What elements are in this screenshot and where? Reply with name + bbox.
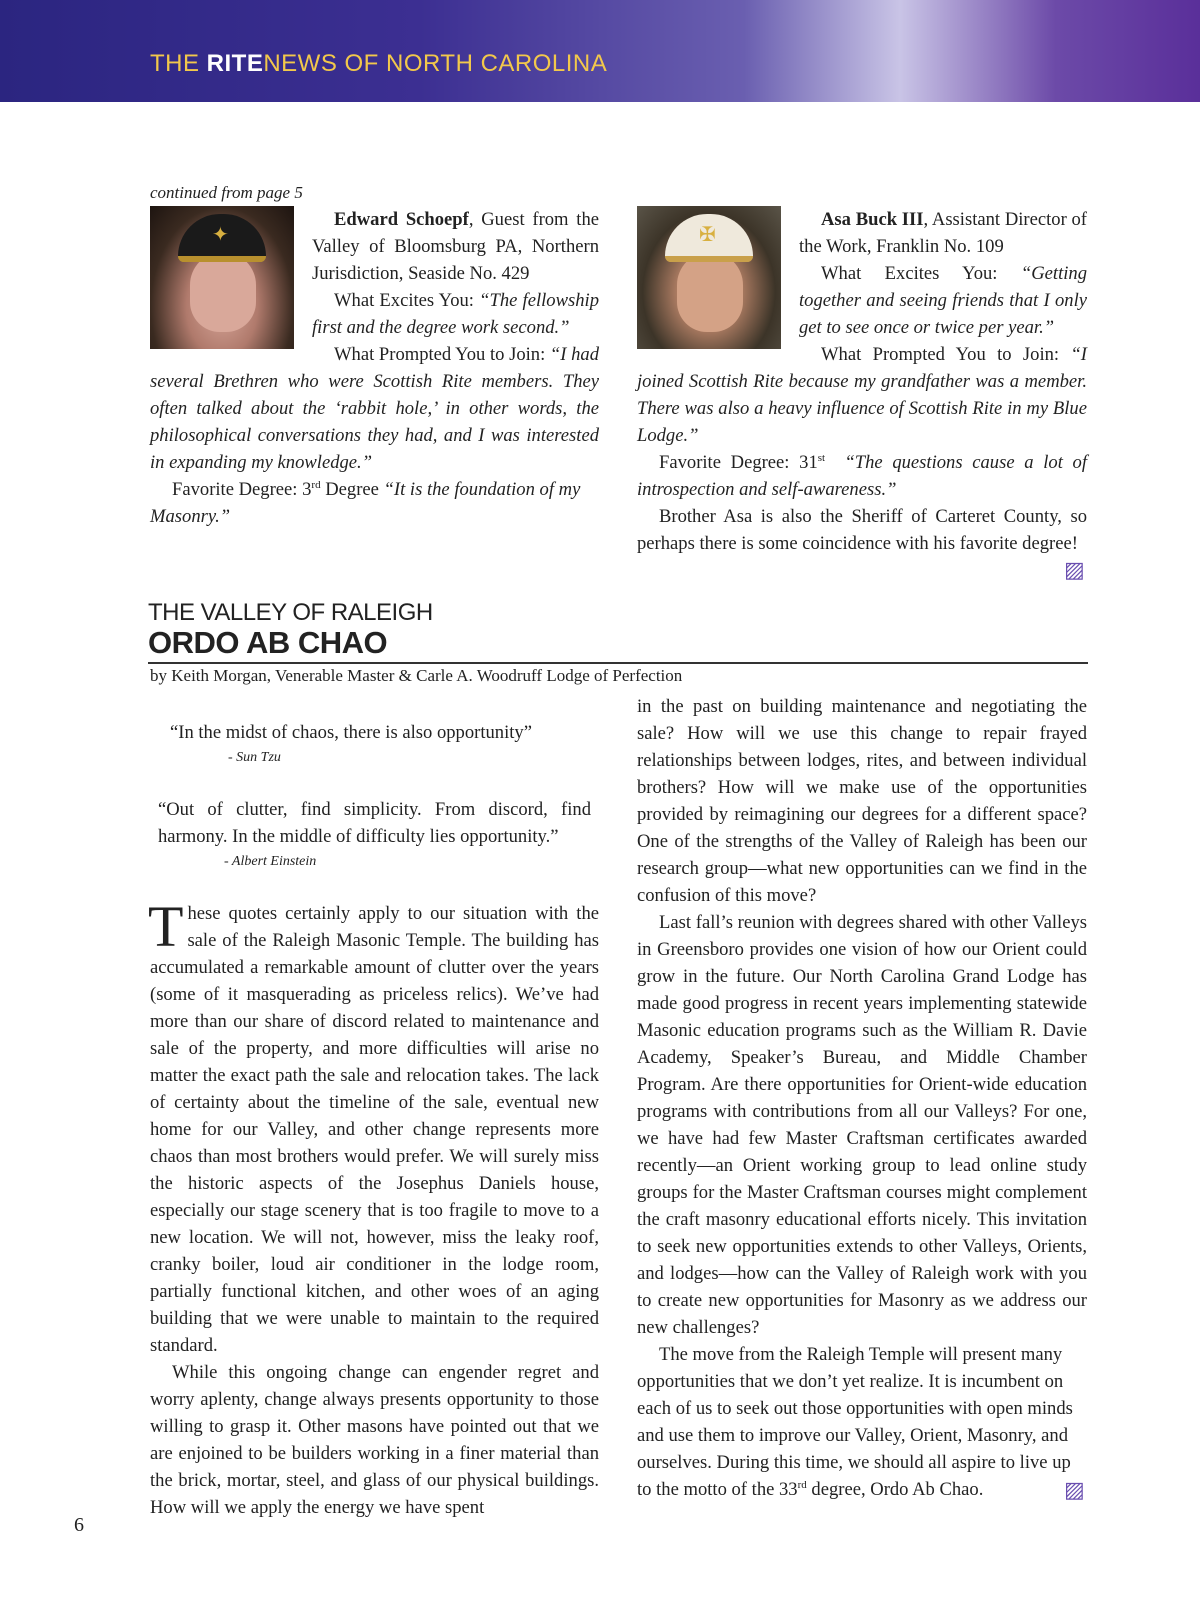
left-profile-name: Edward Schoepf xyxy=(334,209,469,230)
end-mark-icon: ▨ xyxy=(1064,1478,1085,1503)
left-favorite-label: Favorite Degree: 3 xyxy=(172,479,312,500)
masthead-title xyxy=(150,50,607,78)
left-excites-label: What Excites You: xyxy=(334,290,480,311)
right-closing: Brother Asa is also the Sheriff of Carteret County, so perhaps there is some coincidence with his favorite degree! xyxy=(637,506,1087,554)
left-excites: “The fellowship first and the degree work second.” xyxy=(312,290,600,338)
quote-sun-tzu-attrib: - Sun Tzu xyxy=(228,750,281,765)
article-left-column xyxy=(150,719,599,1521)
masthead-post: NEWS OF NORTH CAROLINA xyxy=(263,50,608,77)
spacer xyxy=(150,874,599,900)
right-profile-name: Asa Buck III xyxy=(821,209,924,230)
masthead-pre: THE xyxy=(150,50,207,77)
right-favorite-sup: st xyxy=(817,451,826,464)
article-title: ORDO AB CHAO xyxy=(148,625,388,660)
continued-note: continued from page 5 xyxy=(150,183,303,202)
article-para-5-sup: rd xyxy=(797,1478,807,1491)
right-prompted: “I joined Scottish Rite because my grandfather was a member. There was also a heavy influence of Scottish Rite in my Blue Lodge.” xyxy=(637,344,1087,446)
right-profile-intro: , Assistant Director of the Work, Franklin No. 109 xyxy=(799,209,1088,257)
article-para-5: The move from the Raleigh Temple will present many opportunities that we don’t yet realize. It is incumbent on each of us to seek out those opportunities with open minds and use them to improve our Valley, Orient, Masonry, and ourselves. During this time, we should all aspire to live up to the motto of the 33 xyxy=(637,1344,1073,1500)
right-profile xyxy=(637,206,1087,557)
left-profile xyxy=(150,179,599,530)
right-favorite-label: Favorite Degree: 31 xyxy=(659,452,818,473)
article-para-3: in the past on building maintenance and negotiating the sale? How will we use this change to repair frayed relationships between lodges, rites, and between individual brothers? How will we make use of the opportunities provided by reimagining our degrees for a different space? One of the strengths of the Valley of Raleigh has been our research group—what new opportunities can we find in the confusion of this move? xyxy=(637,696,1087,906)
article-para-4: Last fall’s reunion with degrees shared with other Valleys in Greensboro provides one vision of how our Orient could grow in the future. Our North Carolina Grand Lodge has made good progress in recent years implementing statewide Masonic education programs such as the William R. Davie Academy, Speaker’s Bureau, and Middle Chamber Program. Are there opportunities for Orient-wide education programs with contributions from all our Valleys? For one, we have had few Master Craftsman certificates awarded recently—an Orient working group to lead online study groups for the Master Craftsman courses might complement the craft masonry educational efforts nicely. This invitation to seek new opportunities extends to other Valleys, Orients, and lodges—how can the Valley of Raleigh work with you to create new opportunities for Masonry as we address our new challenges? xyxy=(637,912,1087,1338)
article-para-1: hese quotes certainly apply to our situation with the sale of the Raleigh Masonic Temple. The building has accumulated a remarkable amount of clutter over the years (some of it masquerading as priceless relics). We’ve had more than our share of discord related to maintenance and sale of the property, and more difficulties will arise no matter the exact path the sale and relocation takes. The lack of certainty about the timeline of the sale, eventual new home for our Valley, and other change represents more chaos than most brothers would prefer. We will surely miss the historic aspects of the Josephus Daniels house, especially our stage scenery that is too fragile to move to a new location. We will not, however, miss the leaky roof, cranky boiler, loud air conditioner in the lodge room, partially functional kitchen, and other woes of an aging building that we were unable to maintain to the required standard. xyxy=(150,903,599,1356)
spacer xyxy=(150,770,599,796)
eagle-emblem-icon: ✦ xyxy=(212,224,229,246)
end-mark-icon: ▨ xyxy=(1064,558,1085,583)
drop-cap: T xyxy=(148,894,184,959)
face-shape xyxy=(677,252,743,332)
cross-emblem-icon: ✠ xyxy=(699,224,716,246)
page-number: 6 xyxy=(74,1514,84,1536)
left-favorite-sup: rd xyxy=(311,478,321,491)
masthead-banner xyxy=(0,0,1200,102)
left-favorite-post: Degree xyxy=(320,479,384,500)
right-excites-label: What Excites You: xyxy=(821,263,1021,284)
face-shape xyxy=(190,252,256,332)
article-para-5-end: degree, Ordo Ab Chao. xyxy=(806,1479,984,1500)
left-favorite-quote: “It is the foundation of my Masonry.” xyxy=(150,479,581,527)
article-right-column xyxy=(637,693,1087,1503)
article-kicker: THE VALLEY OF RALEIGH xyxy=(148,599,433,626)
quote-sun-tzu: “In the midst of chaos, there is also opportunity” xyxy=(170,722,532,743)
title-rule xyxy=(148,662,1088,664)
left-profile-intro: , Guest from the Valley of Bloomsburg PA, Northern Jurisdiction, Seaside No. 429 xyxy=(312,209,599,284)
article-byline: by Keith Morgan, Venerable Master & Carle A. Woodruff Lodge of Perfection xyxy=(150,666,683,685)
article-para-2: While this ongoing change can engender regret and worry aplenty, change always presents opportunity to those willing to grasp it. Other masons have pointed out that we are enjoined to be builders working in a finer material than the brick, mortar, steel, and glass of our physical buildings. How will we apply the energy we have spent xyxy=(150,1362,599,1518)
left-prompted-label: What Prompted You to Join: xyxy=(334,344,550,365)
article-header xyxy=(148,600,1088,664)
edward-schoepf-photo xyxy=(150,206,294,349)
right-excites: “Getting together and seeing friends that I only get to see once or twice per year.” xyxy=(799,263,1087,338)
quote-einstein: “Out of clutter, find simplicity. From discord, find harmony. In the middle of difficulty lies opportunity.” xyxy=(158,799,591,847)
quote-einstein-attrib: - Albert Einstein xyxy=(224,854,317,869)
right-favorite-quote: “The questions cause a lot of introspection and self-awareness.” xyxy=(637,452,1087,500)
right-prompted-label: What Prompted You to Join: xyxy=(821,344,1071,365)
left-prompted: “I had several Brethren who were Scottish Rite members. They often talked about the ‘rabbit hole,’ in other words, the philosophical conversations they had, and I was interested in expanding my knowledge.” xyxy=(150,344,599,473)
masthead-bold: RITE xyxy=(206,50,264,77)
asa-buck-photo xyxy=(637,206,781,349)
